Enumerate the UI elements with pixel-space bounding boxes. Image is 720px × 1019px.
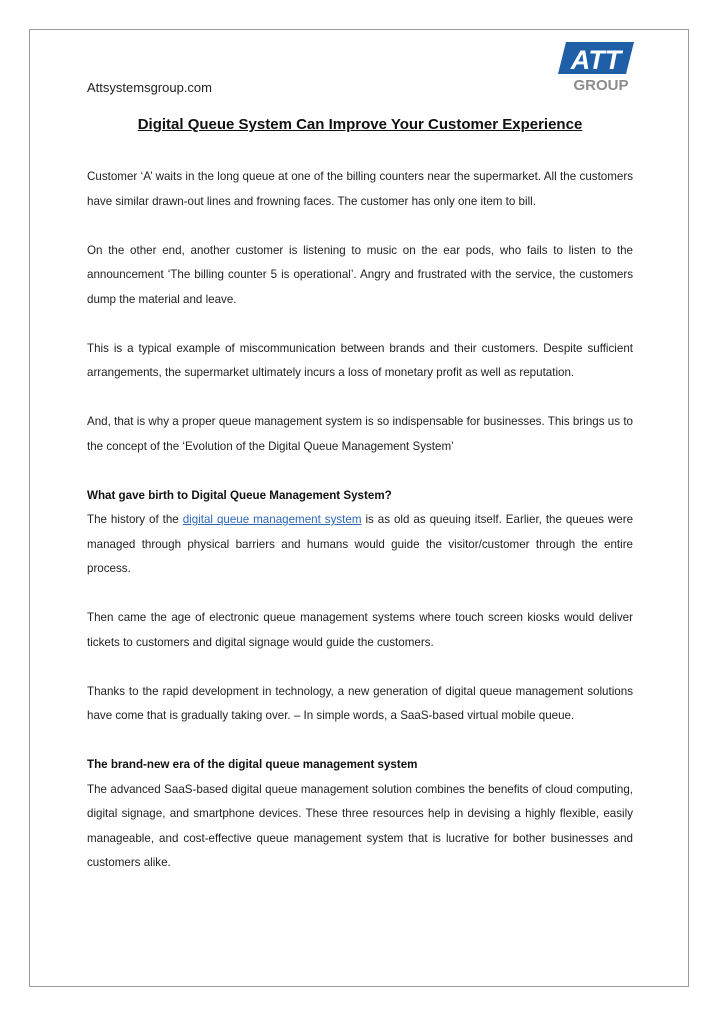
paragraph-2: On the other end, another customer is listening to music on the ear pods, who fails to listen to the announcement ‘The billing counter 5 is operational’. Angry and frustrated with the service, the customers dump the material and leave. [87, 243, 633, 306]
paragraph-7: Thanks to the rapid development in technology, a new generation of digital queue management solutions have come that is gradually taking over. – In simple words, a SaaS-based virtual mobile queue. [87, 684, 633, 722]
site-url: Attsystemsgroup.com [87, 80, 212, 95]
document-body [87, 165, 633, 876]
section-heading-1: What gave birth to Digital Queue Management System? [87, 488, 392, 502]
paragraph-6: Then came the age of electronic queue management systems where touch screen kiosks would deliver tickets to customers and digital signage would guide the customers. [87, 611, 633, 649]
paragraph-8: The advanced SaaS-based digital queue management solution combines the benefits of cloud computing, digital signage, and smartphone devices. These three resources help in devising a highly flexible, easily manageable, and cost-effective queue management system that is lucrative for bother businesses and customers alike. [87, 782, 633, 869]
paragraph-5 [87, 508, 633, 582]
paragraph-3: This is a typical example of miscommunication between brands and their customers. Despite sufficient arrangements, the supermarket ultimately incurs a loss of monetary profit as well as reputation. [87, 341, 633, 379]
att-group-logo [556, 40, 634, 92]
logo-bottom-text: GROUP [573, 77, 629, 92]
paragraph-1: Customer ‘A’ waits in the long queue at one of the billing counters near the supermarket. All the customers have similar drawn-out lines and frowning faces. The customer has only one item to bill. [87, 170, 633, 208]
digital-queue-link[interactable]: digital queue management system [182, 513, 362, 526]
logo-top-text: ATT [570, 45, 622, 75]
paragraph-5-before: The history of the [87, 513, 183, 526]
document-title: Digital Queue System Can Improve Your Customer Experience [137, 116, 583, 133]
section-heading-2: The brand-new era of the digital queue management system [87, 758, 418, 771]
paragraph-5-after: is as old as queuing itself. Earlier, the queues were managed through physical barriers and humans would guide the visitor/customer through the entire process. [87, 513, 634, 575]
paragraph-4: And, that is why a proper queue management system is so indispensable for businesses. This brings us to the concept of the ‘Evolution of the Digital Queue Management System’ [87, 415, 633, 453]
